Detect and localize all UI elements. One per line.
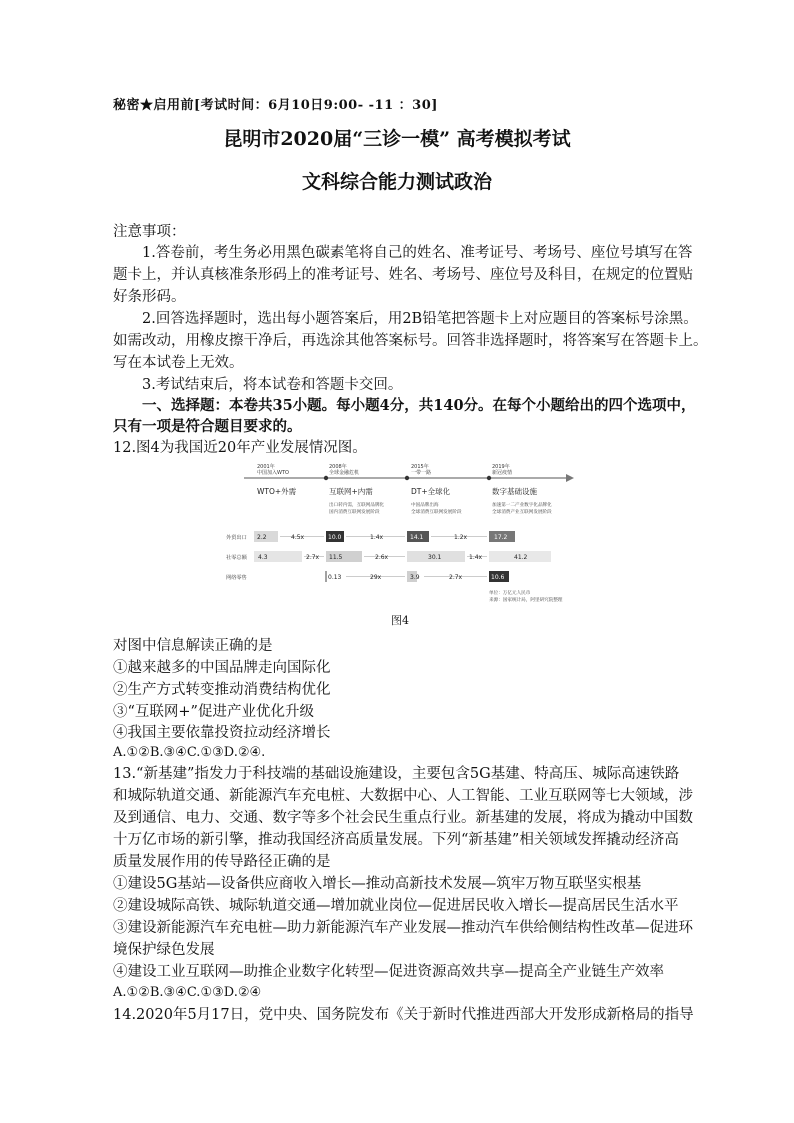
year-2001: 2001年: [257, 464, 275, 470]
q13-option-1: ①建设5G基站—设备供应商收入增长—推动高新技术发展—筑牢万物互联坚实根基: [113, 876, 642, 892]
notice-item3: 3.考试结束后，将本试卷和答题卡交回。: [142, 377, 403, 393]
note-2015-b: 全球消费互联网发展阶段: [411, 510, 462, 515]
exam-subtitle: 文科综合能力测试政治: [301, 171, 492, 193]
export-ratio-2: 1.4x: [370, 534, 384, 541]
export-2001-value: 2.2: [257, 534, 267, 541]
figure-unit: 单位：万亿元人民币: [489, 591, 531, 596]
export-2019-value: 17.2: [494, 534, 508, 541]
retail-ratio-2: 2.6x: [375, 554, 389, 561]
q12-option-1: ①越来越多的中国品牌走向国际化: [113, 660, 331, 676]
q13-stem-line1: 13.“新基建”指发力于科技端的基础设施建设，主要包含5G基建、特高压、城际高速铁路: [113, 766, 680, 782]
online-ratio-1: 29x: [370, 574, 382, 581]
online-2015-value: 3.9: [410, 574, 420, 581]
timeline-dot-2015: [405, 476, 409, 480]
q13-stem-line4: 十万亿市场的新引擎，推动我国经济高质量发展。下列“新基建”相关领域发挥撬动经济高: [113, 832, 679, 848]
note-2015-a: 中国品牌出海: [411, 503, 439, 508]
row-online: [326, 571, 509, 582]
notice-item2-line1: 2.回答选择题时，选出每小题答案后，用2B铅笔把答题卡上对应题目的答案标号涂黑。: [142, 311, 698, 327]
notice-item2-line3: 写在本试卷上无效。: [113, 355, 244, 371]
export-ratio-3: 1.2x: [454, 534, 468, 541]
note-2019-a: 加速第一二产业数字化品牌化: [492, 503, 552, 508]
q13-stem-line5: 质量发展作用的传导路径正确的是: [113, 854, 331, 870]
notice-item1-line3: 好条形码。: [113, 289, 186, 305]
industry-development-chart: [224, 459, 584, 611]
q13-option-2: ②建设城际高铁、城际轨道交通—增加就业岗位—促进居民收入增长—提高居民生活水平: [113, 898, 679, 914]
year-2015: 2015年: [411, 464, 429, 470]
row-export: [254, 531, 515, 542]
row-retail: [254, 551, 551, 562]
q13-option-3b: 境保护绿色发展: [113, 942, 215, 958]
q12-option-4: ④我国主要依靠投资拉动经济增长: [113, 725, 331, 741]
online-ratio-2: 2.7x: [449, 574, 463, 581]
exam-title: 昆明市2020届“三诊一模” 高考模拟考试: [223, 128, 571, 150]
retail-2001-value: 4.3: [258, 554, 268, 561]
retail-2008-value: 11.5: [329, 554, 343, 561]
event-2001: 中国加入WTO: [257, 470, 289, 476]
q13-option-3a: ③建设新能源汽车充电桩—助力新能源汽车产业发展—推动汽车供给侧结构性改革—促进环: [113, 920, 693, 936]
timeline-arrow: [566, 474, 574, 482]
retail-2019-value: 41.2: [514, 554, 528, 561]
export-ratio-1: 4.5x: [291, 534, 305, 541]
event-2019: 新冠疫情: [492, 470, 513, 476]
note-2008-a: 出口转内需，互联网品牌化: [329, 503, 385, 508]
retail-ratio-3: 1.4x: [469, 554, 483, 561]
q12-question: 对图中信息解读正确的是: [113, 638, 273, 654]
note-2019-b: 全球消费产业互联网发展阶段: [492, 510, 552, 515]
export-2015-value: 14.1: [410, 534, 424, 541]
q13-stem-line3: 及到通信、电力、交通、数字等多个社会民生重点行业。新基建的发展，将成为撬动中国数: [113, 810, 693, 826]
retail-ratio-1: 2.7x: [306, 554, 320, 561]
q13-option-4: ④建设工业互联网—助推企业数字化转型—促进资源高效共享—提高全产业链生产效率: [113, 964, 664, 980]
q13-answers: A.①②B.③④C.①③D.②④: [113, 985, 262, 1000]
export-2008-value: 10.0: [328, 534, 342, 541]
section-heading-line2: 只有一项是符合题目要求的。: [113, 418, 302, 435]
stage-wto: WTO+外需: [257, 487, 297, 496]
q12-option-2: ②生产方式转变推动消费结构优化: [113, 682, 331, 698]
event-2008: 全球金融危机: [329, 470, 360, 476]
stage-digital: 数字基础设施: [492, 487, 537, 496]
q14-stem: 14.2020年5月17日，党中央、国务院发布《关于新时代推进西部大开发形成新格局的指导: [113, 1007, 694, 1023]
q13-stem-line2: 和城际轨道交通、新能源汽车充电桩、大数据中心、人工智能、工业互联网等七大领域，涉: [113, 788, 693, 804]
figure-source: 来源：国家统计局，阿里研究院整理: [489, 598, 563, 603]
q12-stem: 12.图4为我国近20年产业发展情况图。: [113, 440, 367, 456]
row-label-retail: 社零总额: [226, 555, 247, 561]
note-2008-b: 国内消费互联网发展阶段: [329, 510, 380, 515]
row-label-export: 外贸出口: [226, 535, 247, 541]
stage-internet: 互联网+内需: [329, 487, 373, 496]
stage-dt: DT+全球化: [411, 487, 451, 496]
figure-caption: 图4: [391, 614, 409, 627]
row-label-online: 网络零售: [226, 575, 247, 581]
figure-4: [224, 459, 584, 611]
notice-heading: 注意事项：: [113, 224, 186, 240]
q12-answers: A.①②B.③④C.①③D.②④.: [113, 745, 266, 760]
timeline-dot-2008: [324, 476, 328, 480]
notice-item1-line2: 题卡上，并认真核准条形码上的准考证号、姓名、考场号、座位号及科目，在规定的位置贴: [113, 267, 693, 283]
section-heading-line1: 一、选择题：本卷共35小题。每小题4分，共140分。在每个小题给出的四个选项中，: [142, 397, 696, 414]
timeline-dot-2019: [487, 476, 491, 480]
notice-item1-line1: 1.答卷前，考生务必用黑色碳素笔将自己的姓名、准考证号、考场号、座位号填写在答: [142, 245, 693, 261]
secret-header: 秘密★启用前[考试时间：6月10日9:00- -11 ：30]: [113, 98, 438, 113]
notice-item2-line2: 如需改动，用橡皮擦干净后，再选涂其他答案标号。回答非选择题时，将答案写在答题卡上。: [113, 333, 708, 349]
online-2019-value: 10.6: [491, 574, 505, 581]
q12-option-3: ③“互联网+”促进产业优化升级: [113, 704, 314, 720]
retail-2015-value: 30.1: [428, 554, 442, 561]
event-2015: 一带一路: [411, 470, 432, 476]
online-2008-value: 0.13: [328, 574, 342, 581]
year-2008: 2008年: [329, 464, 347, 470]
year-2019: 2019年: [492, 464, 510, 470]
